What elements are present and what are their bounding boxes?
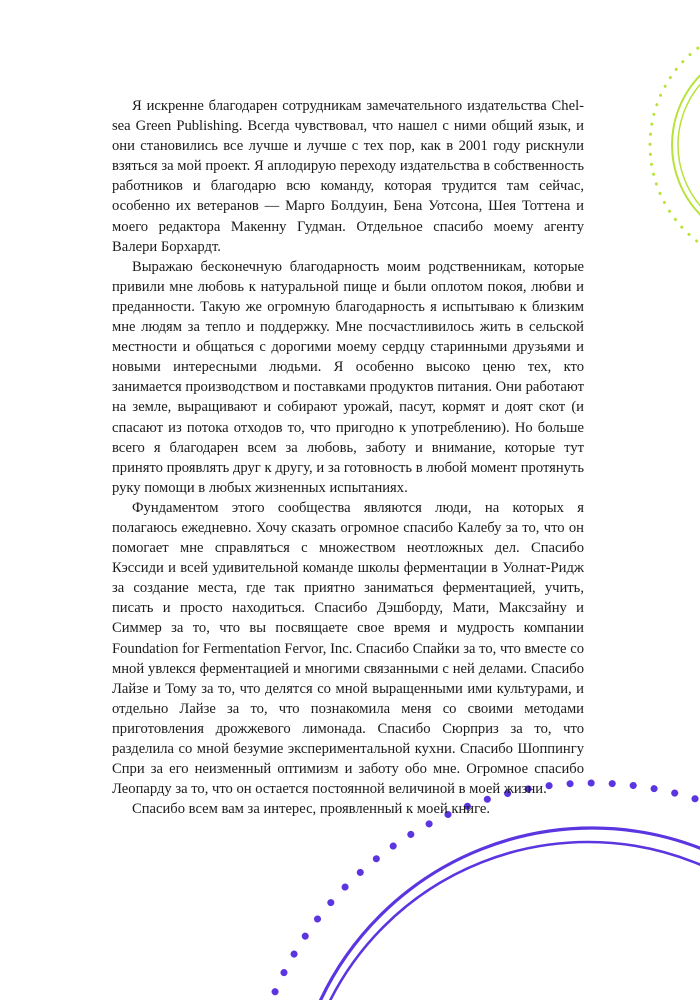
paragraph-4: Спасибо всем вам за интерес, проявленный к моей книге. bbox=[132, 801, 491, 818]
green-circle-outer-line bbox=[672, 45, 700, 245]
green-circle-inner-line bbox=[678, 51, 700, 239]
green-circle-decoration bbox=[650, 23, 700, 267]
paragraph-3: Фундаментом этого сообщества являются люди, на которых я полагаюсь ежедневно. Хочу сказать огромное спасибо Калебу за то, что он помогает мне справляться с множеством неотложных дел. Спасибо Кэссиди и всей удивительной команде школы ферментации в Уолнат-Ридж за создание места, где так приятно заниматься ферментацией, учить, писать и просто находиться. Спасибо Дэшборду, Мати, Максзайну и Симмер за то, что вы посвящаете свое время и мудрость компании Foundation for Fermentation Fervor, Inc. Спасибо Спайки за то, что вместе со мной увлекся ферментацией и многими связанными с ней делами. Спасибо Лайзе и Тому за то, что делятся со мной выращенными ими культурами, и отдельно Лайзе за то, что познакомила меня со своими методами приготовления дрожжевого лимонада. Спасибо Сюрприз за то, что разделила со мной безумие экспериментальной кухни. Спасибо Шоппингу Спри за его неизменный оптимизм и заботу обо мне. Огромное спасибо Леопарду за то, что он остается постоянной величиной в моей жизни. bbox=[112, 499, 584, 798]
paragraph-1: Я искренне благодарен сотрудникам замечательного издательства Chelsea Green Publishing. Всегда чувствовал, что нашел с ними общий язык, и они становились все лучше и лучше с тех пор, как в 2001 году рискнули взяться за мой проект. Я аплодирую переходу издательства в собственность работников и благодарю всю команду, которая трудится там сейчас, особенно их ветеранов — Марго Болдуин, Бена Уотсона, Шея Тоттена и моего редактора Макенну Гудман. Отдельное спасибо моему агенту Валери Борхардт. bbox=[112, 98, 584, 255]
acknowledgements-text bbox=[112, 96, 584, 819]
purple-circle-inner-line bbox=[299, 842, 700, 1000]
green-circle-dotted-ring bbox=[650, 23, 700, 267]
purple-circle-outer-line bbox=[292, 828, 700, 1000]
paragraph-2: Выражаю бесконечную благодарность моим родственникам, которые привили мне любовь к натуральной пище и были оплотом покоя, любви и преданности. Такую же огромную благодарность я испытываю к близким мне людям за тепло и поддержку. Мне посчастливилось жить в сельской местности и общаться с дорогими моему сердцу старинными друзьями и новыми интересными людьми. Я особенно высоко ценю тех, кто занимается производством и поставками продуктов питания. Они работают на земле, выращивают и собирают урожай, пасут, кормят и доят скот (и спасают из потока отходов то, что пригодно к употреблению). Но больше всего я благодарен всем за любовь, заботу и внимание, которые тут принято проявлять друг к другу, и за готовность в любой момент протянуть руку помощи в любых жизненных испытаниях. bbox=[112, 258, 584, 496]
